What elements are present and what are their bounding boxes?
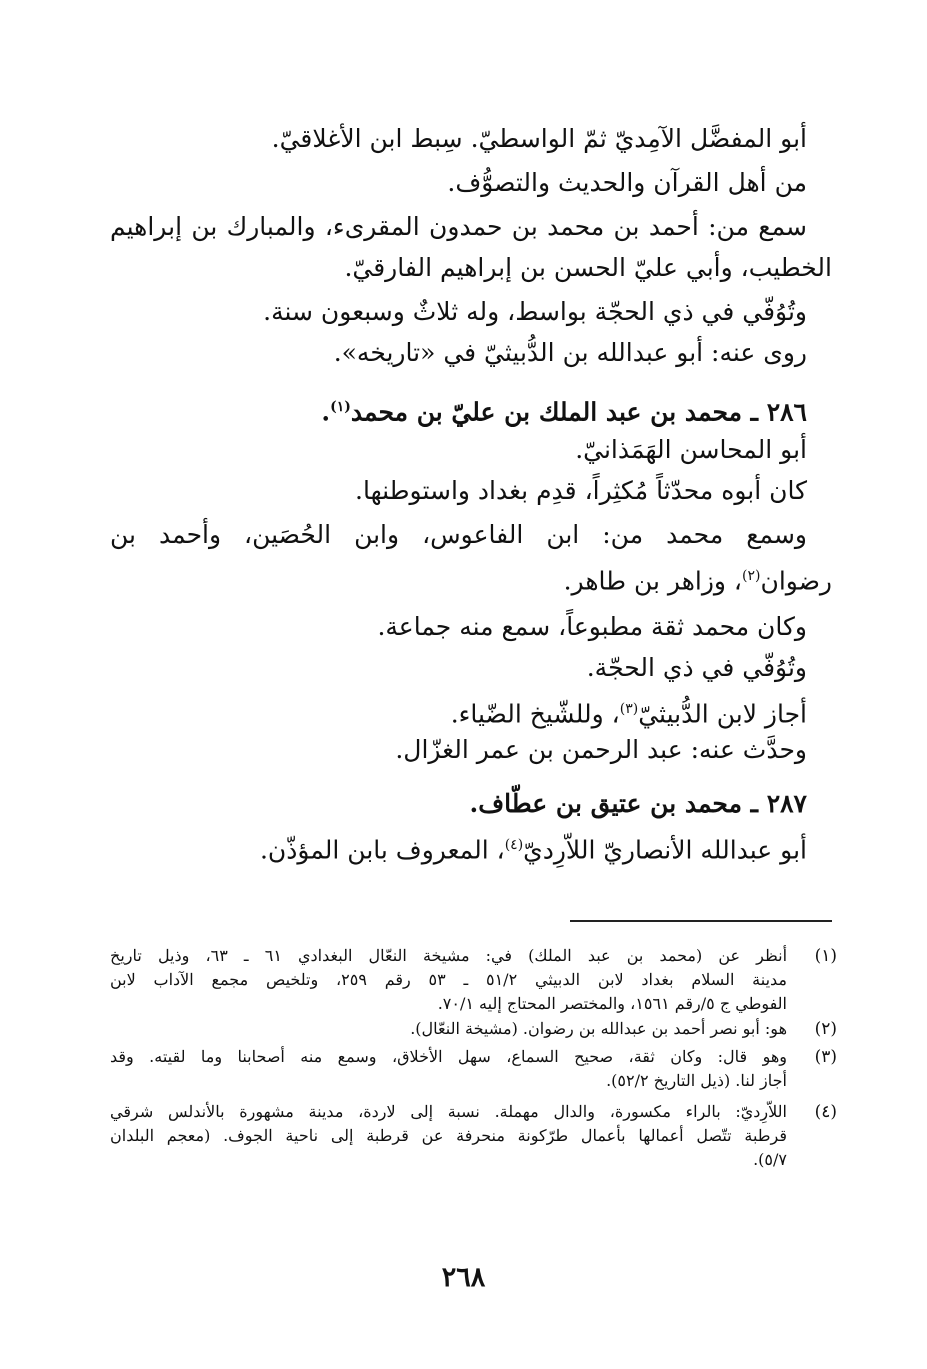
text-line: وكان محمد ثقة مطبوعاً، سمع منه جماعة. xyxy=(377,612,807,641)
text-line: أبو المحاسن الهَمَذانيّ. xyxy=(575,435,807,464)
text-span: ، وللشّيخ الضّياء. xyxy=(450,699,620,729)
footnote-marker: (١) xyxy=(330,399,351,415)
footnote-line: اللاّرِديّ: بالراء مكسورة، والدال مهملة. نسبة إلى لاردة، مدينة مشهورة بالأندلس شرقي xyxy=(110,1102,787,1121)
footnote-line: ٥/٧). xyxy=(753,1150,787,1169)
text-span: رضوان xyxy=(760,566,832,596)
footnote-marker: (٣) xyxy=(619,701,639,717)
text-line xyxy=(564,561,832,596)
footnote-line: مدينة السلام بغداد لابن الدبيثي ٥١/٢ ـ ٥٣ رقم ٢٥٩، وتلخيص مجمع الآداب لابن xyxy=(110,970,788,989)
text-line: من أهل القرآن والحديث والتصوُّف. xyxy=(447,168,807,197)
text-line: سمع من: أحمد بن محمد بن حمدون المقرىء، والمبارك بن إبراهيم xyxy=(110,212,807,241)
entry-heading-287: ٢٨٧ ـ محمد بن عتيق بن عطّاف. xyxy=(469,789,807,818)
text-line: وتُوُفّي في ذي الحجّة. xyxy=(586,653,807,682)
period: . xyxy=(321,397,331,427)
text-line xyxy=(451,694,807,729)
footnote-marker: (٢) xyxy=(742,568,761,584)
text-line: كان أبوه محدّثاً مُكثِراً، قدِم بغداد واستوطنها. xyxy=(355,476,807,505)
footnote-number: (٣) xyxy=(814,1047,837,1067)
text-span: أبو عبدالله الأنصاريّ اللاّرِديّ xyxy=(523,835,807,865)
footnote-number: (١) xyxy=(814,946,837,966)
footnote-line: أجاز لنا. (ذيل التاريخ ٥٢/٢). xyxy=(606,1071,787,1090)
text-line: أبو المفضَّل الآمِديّ ثمّ الواسطيّ. سِبط ابن الأغلاقيّ. xyxy=(271,124,807,153)
entry-title: ٢٨٦ ـ محمد بن عبد الملك بن عليّ بن محمد xyxy=(350,397,807,427)
text-line: وحدَّث عنه: عبد الرحمن بن عمر الغزّال. xyxy=(395,735,807,764)
footnote-marker: (٤) xyxy=(504,837,524,853)
page-number: ٢٦٨ xyxy=(441,1262,486,1293)
text-span: ، وزاهر بن طاهر. xyxy=(563,566,742,596)
text-line: الخطيب، وأبي عليّ الحسن بن إبراهيم الفارقيّ. xyxy=(344,253,832,282)
footnote-line: هو: أبو نصر أحمد بن عبدالله بن رضوان. (مشيخة النعّال). xyxy=(410,1019,787,1038)
footnote-line: الفوطي ج ٥/رقم ١٥٦١، والمختصر المحتاج إليه ٧٠/١. xyxy=(437,994,787,1013)
text-line: وسمع محمد من: ابن الفاعوس، وابن الحُصَين، وأحمد بن xyxy=(110,520,807,549)
text-span: أجاز لابن الدُّبيثيّ xyxy=(638,699,807,729)
text-line xyxy=(260,830,807,865)
footnote-number: (٢) xyxy=(814,1019,837,1039)
footnote-line: قرطبة تتّصل أعمالها بأعمال طرّكونة منحرفة عن قرطبة إلى ناحية الجوف. (معجم البلدان xyxy=(110,1126,787,1145)
footnote-line: أنظر عن (محمد بن عبد الملك) في: مشيخة النعّال البغدادي ٦١ ـ ٦٣، وذيل تاريخ xyxy=(110,946,788,965)
text-span: ، المعروف بابن المؤذّن. xyxy=(259,835,505,865)
text-line: وتُوُفّي في ذي الحجّة بواسط، وله ثلاثٌ وسبعون سنة. xyxy=(263,297,807,326)
footnote-line: وهو قال: وكان ثقة، صحيح السماع، سهل الأخلاق، وسمع منه أصحابنا وما لقيته. وقد xyxy=(110,1047,788,1066)
text-line: روى عنه: أبو عبدالله بن الدُّبيثيّ في «تاريخه». xyxy=(333,338,807,367)
footnote-number: (٤) xyxy=(814,1102,837,1122)
footnote-separator xyxy=(570,920,832,922)
entry-heading-286 xyxy=(321,392,807,427)
